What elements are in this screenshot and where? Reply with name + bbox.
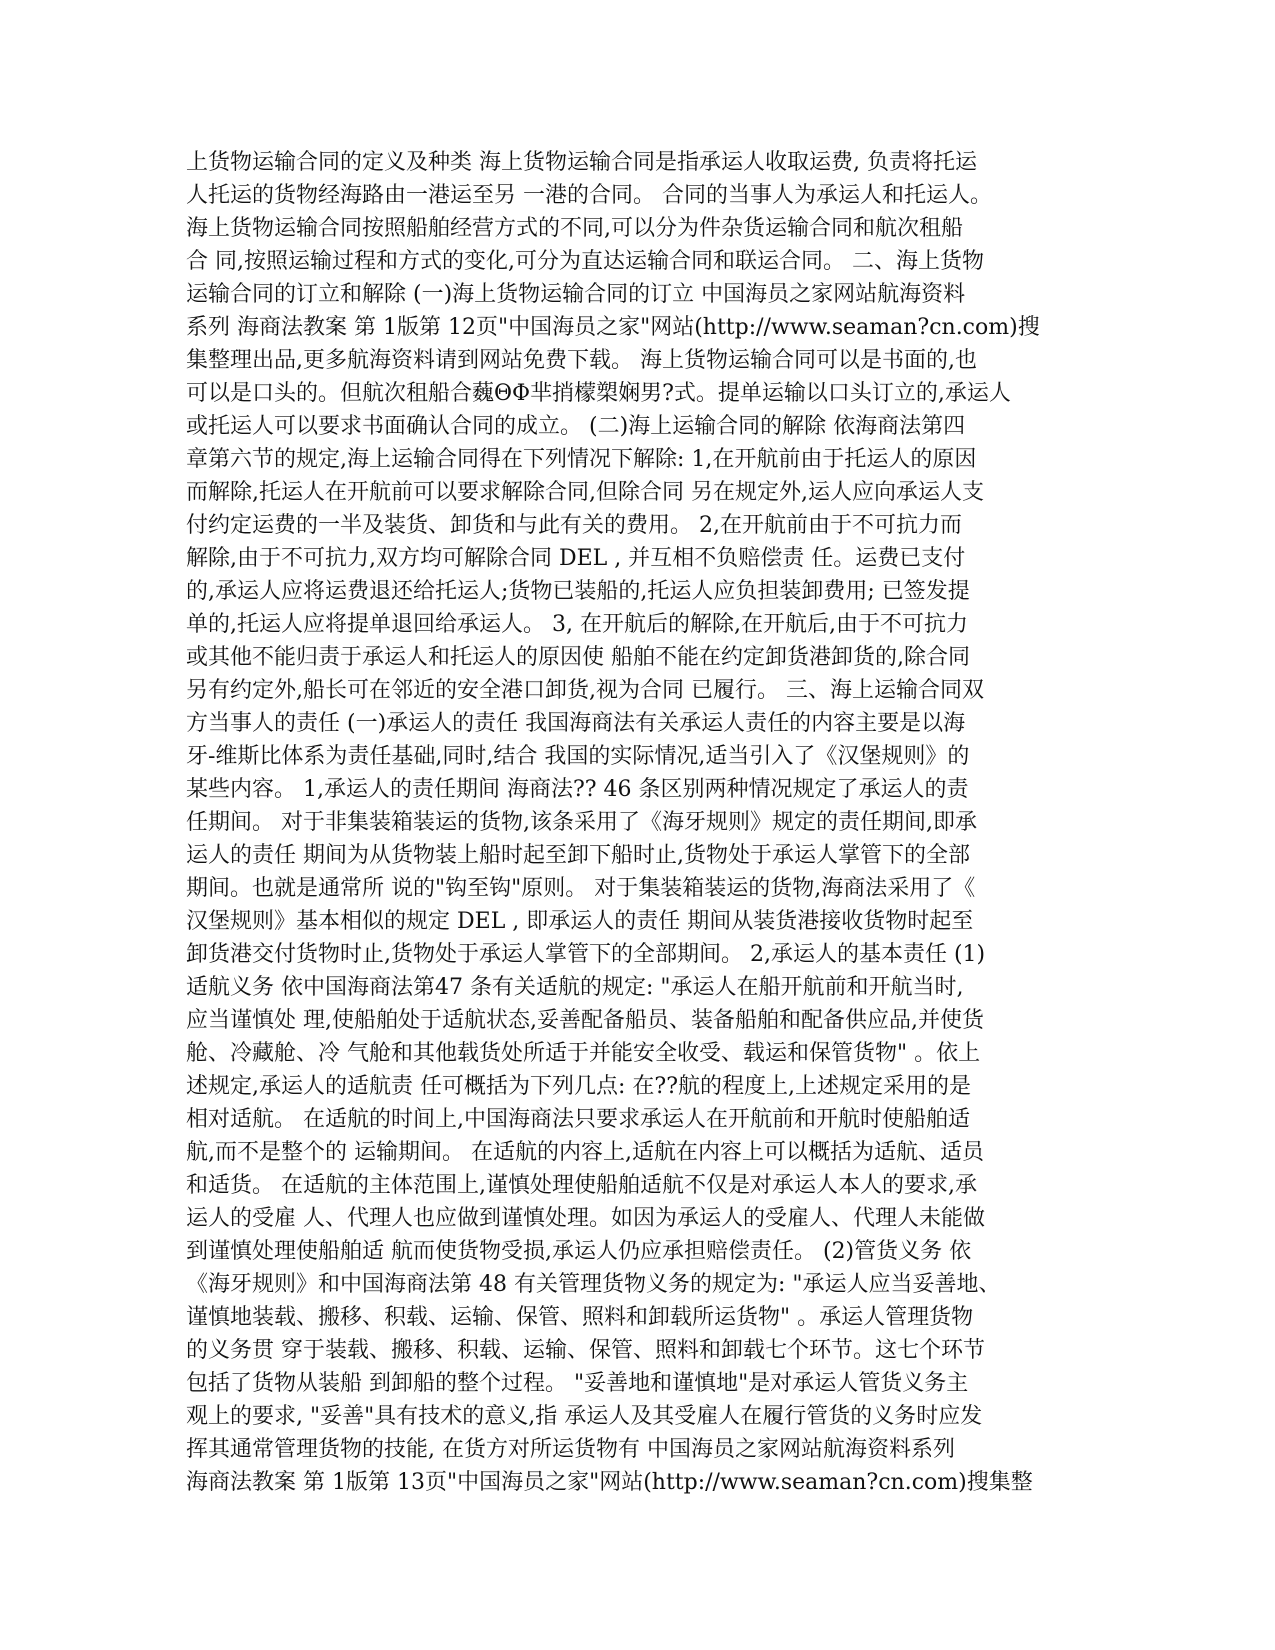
text-line: 牙-维斯比体系为责任基础,同时,结合 我国的实际情况,适当引入了《汉堡规则》的 bbox=[186, 744, 970, 769]
text-line: 海上货物运输合同按照船舶经营方式的不同,可以分为件杂货运输合同和航次租船 bbox=[186, 216, 963, 241]
text-line: 适航义务 依中国海商法第47 条有关适航的规定: "承运人在船开航前和开航当时, bbox=[186, 975, 964, 1000]
text-line: 相对适航。 在适航的时间上,中国海商法只要求承运人在开航前和开航时使船舶适 bbox=[186, 1107, 970, 1132]
text-line: 上货物运输合同的定义及种类 海上货物运输合同是指承运人收取运费, 负责将托运 bbox=[186, 150, 977, 175]
text-line: 卸货港交付货物时止,货物处于承运人掌管下的全部期间。 2,承运人的基本责任 (1) bbox=[186, 942, 986, 967]
text-line: 挥其通常管理货物的技能, 在货方对所运货物有 中国海员之家网站航海资料系列 bbox=[186, 1437, 955, 1462]
text-line: 可以是口头的。但航次租船合蘶ΘΦ芈捎檬槊娴男?式。提单运输以口头订立的,承运人 bbox=[186, 381, 1011, 406]
text-line: 观上的要求, "妥善"具有技术的意义,指 承运人及其受雇人在履行管货的义务时应发 bbox=[186, 1404, 983, 1429]
text-line: 某些内容。 1,承运人的责任期间 海商法?? 46 条区别两种情况规定了承运人的责 bbox=[186, 777, 969, 802]
text-line: 方当事人的责任 (一)承运人的责任 我国海商法有关承运人责任的内容主要是以海 bbox=[186, 711, 966, 736]
text-line: 运人的责任 期间为从货物装上船时起至卸下船时止,货物处于承运人掌管下的全部 bbox=[186, 843, 970, 868]
text-line: 谨慎地装载、搬移、积载、运输、保管、照料和卸载所运货物" 。承运人管理货物 bbox=[186, 1305, 974, 1330]
body-text bbox=[186, 146, 1106, 1499]
text-line: 述规定,承运人的适航责 任可概括为下列几点: 在??航的程度上,上述规定采用的是 bbox=[186, 1074, 971, 1099]
text-line: 或托运人可以要求书面确认合同的成立。 (二)海上运输合同的解除 依海商法第四 bbox=[186, 414, 966, 439]
text-line: 航,而不是整个的 运输期间。 在适航的内容上,适航在内容上可以概括为适航、适员 bbox=[186, 1140, 984, 1165]
text-line: 章第六节的规定,海上运输合同得在下列情况下解除: 1,在开航前由于托运人的原因 bbox=[186, 447, 977, 472]
text-line: 海商法教案 第 1版第 13页"中国海员之家"网站(http://www.seaman?cn.com)搜集整 bbox=[186, 1470, 1033, 1495]
text-line: 付约定运费的一半及装货、卸货和与此有关的费用。 2,在开航前由于不可抗力而 bbox=[186, 513, 962, 538]
text-line: 人托运的货物经海路由一港运至另 一港的合同。 合同的当事人为承运人和托运人。 bbox=[186, 183, 992, 208]
text-line: 解除,由于不可抗力,双方均可解除合同 DEL , 并互相不负赔偿责 任。运费已支付 bbox=[186, 546, 966, 571]
text-line: 任期间。 对于非集装箱装运的货物,该条采用了《海牙规则》规定的责任期间,即承 bbox=[186, 810, 977, 835]
text-line: 另有约定外,船长可在邻近的安全港口卸货,视为合同 已履行。 三、海上运输合同双 bbox=[186, 678, 984, 703]
text-line: 而解除,托运人在开航前可以要求解除合同,但除合同 另在规定外,运人应向承运人支 bbox=[186, 480, 984, 505]
text-line: 的义务贯 穿于装载、搬移、积载、运输、保管、照料和卸载七个环节。这七个环节 bbox=[186, 1338, 985, 1363]
text-line: 期间。也就是通常所 说的"钩至钩"原则。 对于集装箱装运的货物,海商法采用了《 bbox=[186, 876, 976, 901]
text-line: 或其他不能归责于承运人和托运人的原因使 船舶不能在约定卸货港卸货的,除合同 bbox=[186, 645, 970, 670]
text-line: 到谨慎处理使船舶适 航而使货物受损,承运人仍应承担赔偿责任。 (2)管货义务 依 bbox=[186, 1239, 972, 1264]
text-line: 舱、冷藏舱、冷 气舱和其他载货处所适于并能安全收受、载运和保管货物" 。依上 bbox=[186, 1041, 981, 1066]
text-line: 应当谨慎处 理,使船舶处于适航状态,妥善配备船员、装备船舶和配备供应品,并使货 bbox=[186, 1008, 984, 1033]
text-line: 运输合同的订立和解除 (一)海上货物运输合同的订立 中国海员之家网站航海资料 bbox=[186, 282, 966, 307]
text-line: 和适货。 在适航的主体范围上,谨慎处理使船舶适航不仅是对承运人本人的要求,承 bbox=[186, 1173, 977, 1198]
text-line: 汉堡规则》基本相似的规定 DEL , 即承运人的责任 期间从装货港接收货物时起至 bbox=[186, 909, 974, 934]
text-line: 包括了货物从装船 到卸船的整个过程。 "妥善地和谨慎地"是对承运人管货义务主 bbox=[186, 1371, 969, 1396]
text-line: 单的,托运人应将提单退回给承运人。 3, 在开航后的解除,在开航后,由于不可抗力 bbox=[186, 612, 968, 637]
text-line: 系列 海商法教案 第 1版第 12页"中国海员之家"网站(http://www.seaman?cn.com)搜 bbox=[186, 315, 1040, 340]
text-line: 集整理出品,更多航海资料请到网站免费下载。 海上货物运输合同可以是书面的,也 bbox=[186, 348, 977, 373]
text-line: 合 同,按照运输过程和方式的变化,可分为直达运输合同和联运合同。 二、海上货物 bbox=[186, 249, 984, 274]
text-line: 《海牙规则》和中国海商法第 48 有关管理货物义务的规定为: "承运人应当妥善地、 bbox=[186, 1272, 1001, 1297]
text-line: 的,承运人应将运费退还给托运人;货物已装船的,托运人应负担装卸费用; 已签发提 bbox=[186, 579, 970, 604]
text-line: 运人的受雇 人、代理人也应做到谨慎处理。如因为承运人的受雇人、代理人未能做 bbox=[186, 1206, 985, 1231]
